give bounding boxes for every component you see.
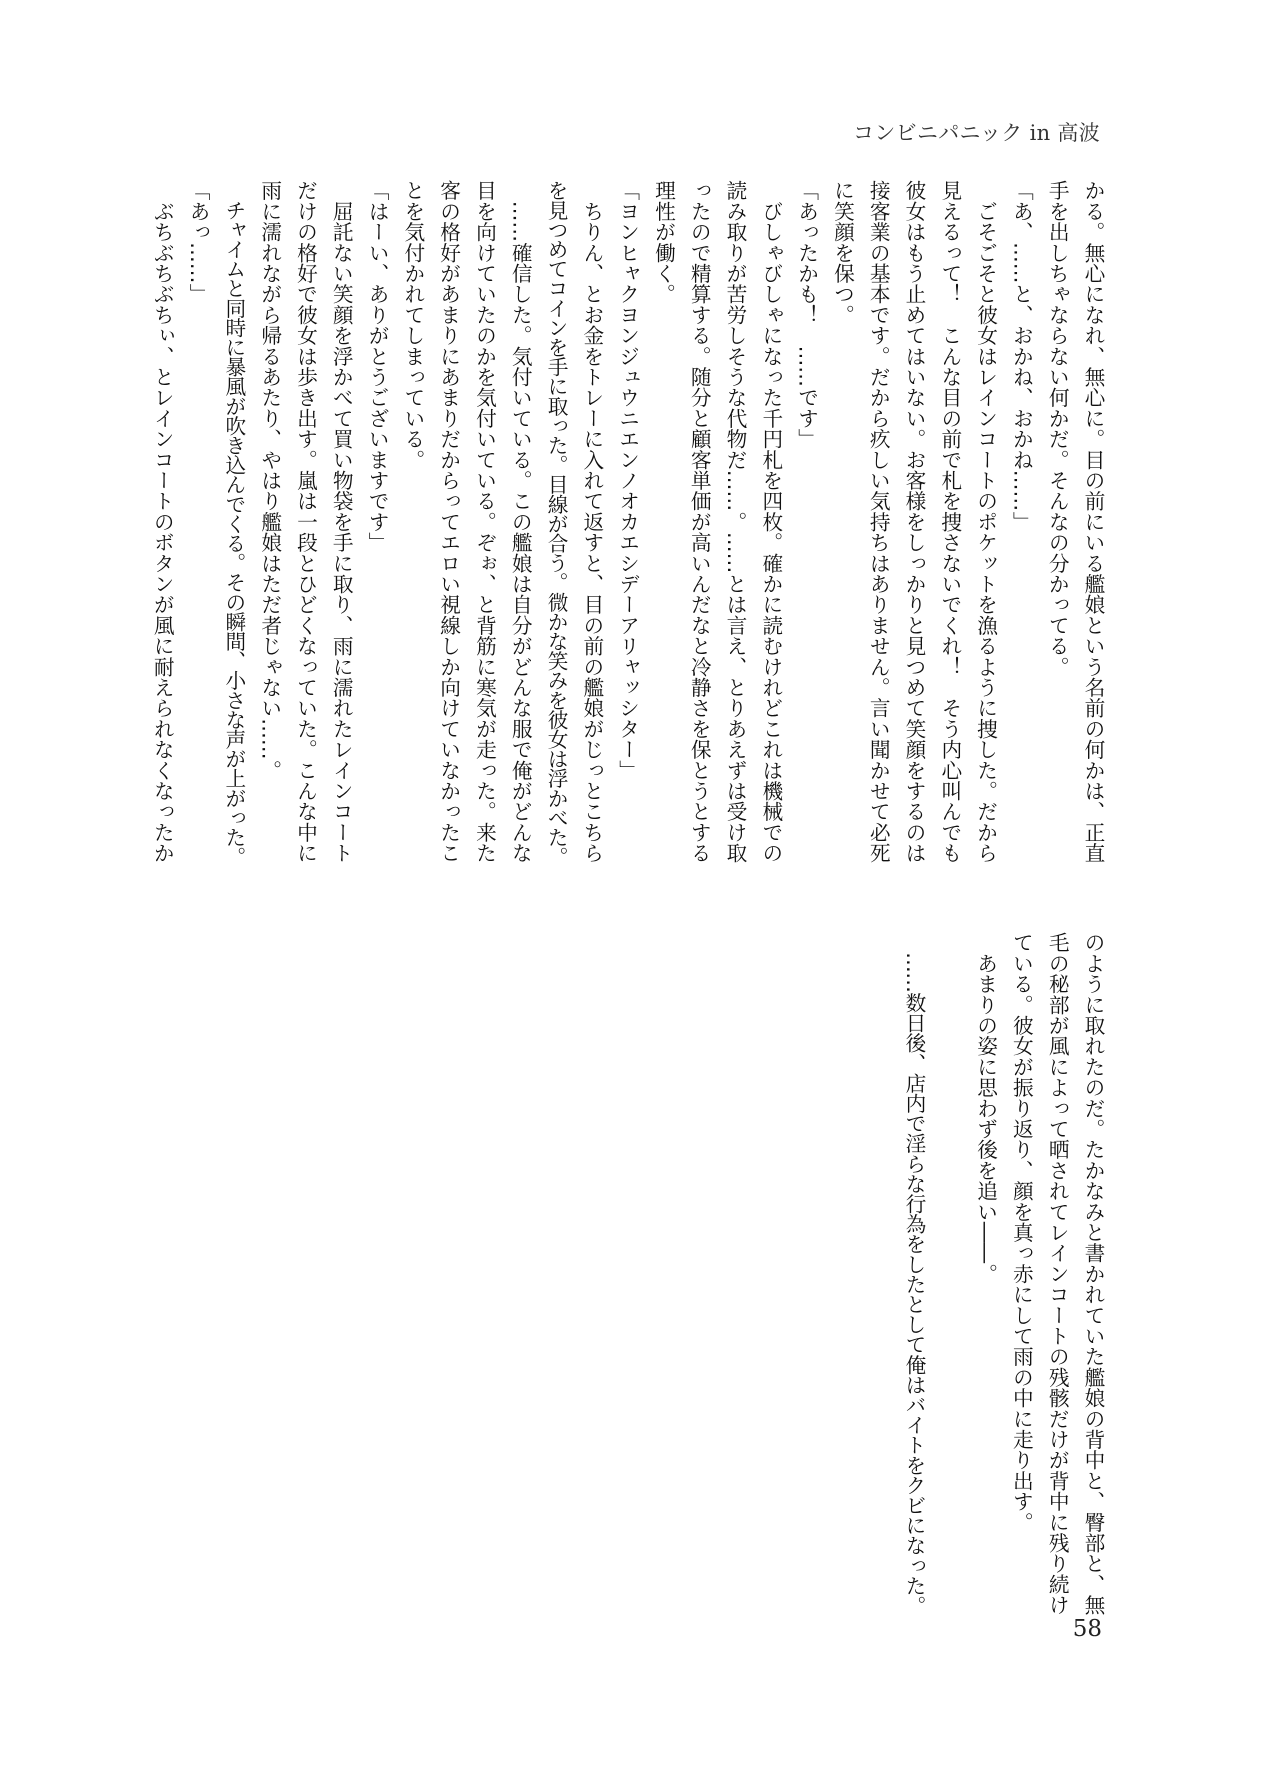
text-line: 手を出しちゃならない何かだ。そんなの分かってる。 bbox=[1045, 180, 1070, 677]
text-line: ぶちぶちぶちぃ、とレインコートのボタンが風に耐えられなくなったか bbox=[150, 180, 175, 864]
text-line: 接客業の基本です。だから疚しい気持ちはありません。言い聞かせて必死 bbox=[866, 180, 891, 864]
text-line: ている。彼女が振り返り、顔を真っ赤にして雨の中に走り出す。 bbox=[1009, 932, 1034, 1533]
text-line: 屈託ない笑顔を浮かべて買い物袋を手に取り、雨に濡れたレインコート bbox=[329, 180, 354, 864]
text-line: 客の格好があまりにあまりだからってエロい視線しか向けていなかったこ bbox=[436, 180, 461, 864]
text-line: チャイムと同時に暴風が吹き込んでくる。その瞬間、小さな声が上がった。 bbox=[221, 180, 246, 867]
text-line: 読み取りが苦労しそうな代物だ……。……とは言え、とりあえずは受け取 bbox=[723, 180, 748, 864]
text-line: 彼女はもう止めてはいない。お客様をしっかりと見つめて笑顔をするのは bbox=[902, 180, 927, 864]
text-line: ちりん、とお金をトレーに入れて返すと、目の前の艦娘がじっとこちら bbox=[579, 180, 604, 864]
text-line: かる。無心になれ、無心に。目の前にいる艦娘という名前の何かは、正直 bbox=[1081, 180, 1105, 864]
text-line: 雨に濡れながら帰るあたり、やはり艦娘はただ者じゃない……。 bbox=[257, 180, 282, 781]
text-line: ったので精算する。随分と顧客単価が高いんだなと冷静さを保とうとする bbox=[687, 180, 712, 864]
text-line: 「あ、……と、おかね、おかね……」 bbox=[1009, 180, 1034, 532]
text-line: 「ヨンヒャクヨンジュウニエンノオカエシデーアリャッシター」 bbox=[615, 180, 640, 781]
text-line: 「はーい、ありがとうございますです」 bbox=[365, 180, 390, 553]
text-line: ……数日後、店内で淫らな行為をしたとして俺はバイトをクビになった。 bbox=[902, 932, 927, 1616]
text-line: を見つめてコインを手に取った。目線が合う。微かな笑みを彼女は浮かべた。 bbox=[544, 180, 569, 867]
page-number: 58 bbox=[1072, 1616, 1102, 1642]
body-text-upper-block bbox=[143, 180, 1110, 866]
text-line: 「あったかも！ ……です」 bbox=[794, 180, 819, 450]
text-line: 毛の秘部が風によって晒されてレインコートの残骸だけが背中に残り続け bbox=[1045, 932, 1070, 1616]
text-line: ……確信した。気付いている。この艦娘は自分がどんな服で俺がどんな bbox=[508, 180, 533, 864]
text-line: だけの格好で彼女は歩き出す。嵐は一段とひどくなっていた。こんな中に bbox=[293, 180, 318, 864]
text-line: とを気付かれてしまっている。 bbox=[400, 180, 425, 470]
text-line: びしゃびしゃになった千円札を四枚。確かに読むけれどこれは機械での bbox=[758, 180, 783, 864]
text-line: 目を向けていたのかを気付いている。ぞぉ、と背筋に寒気が走った。来た bbox=[472, 180, 497, 864]
text-line: に笑顔を保つ。 bbox=[830, 180, 855, 325]
text-line: あまりの姿に思わず後を追い――。 bbox=[973, 932, 998, 1284]
text-line: 見えるって！ こんな目の前で札を捜さないでくれ！ そう内心叫んでも bbox=[937, 180, 962, 864]
text-line: ごそごそと彼女はレインコートのポケットを漁るように捜した。だから bbox=[973, 180, 998, 864]
body-text-lower-block bbox=[895, 932, 1110, 1618]
text-line: 理性が働く。 bbox=[651, 180, 676, 305]
running-header: コンビニパニック in 高波 bbox=[853, 121, 1100, 145]
blank-line bbox=[931, 932, 967, 1618]
text-line: 「あっ……」 bbox=[186, 180, 211, 305]
text-line: のように取れたのだ。たかなみと書かれていた艦娘の背中と、臀部と、無 bbox=[1081, 932, 1105, 1616]
